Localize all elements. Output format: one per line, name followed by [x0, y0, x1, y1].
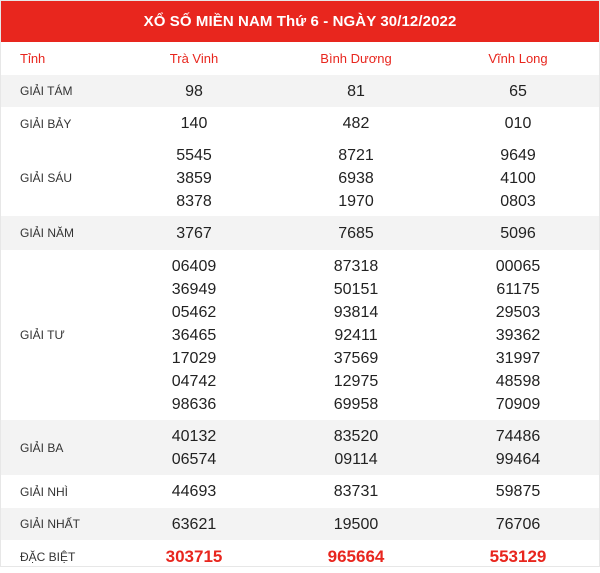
- prize-number: 9649: [500, 146, 536, 164]
- prize-number: 37569: [333, 349, 379, 367]
- prize-number: 06574: [171, 450, 217, 468]
- prize-row-giai-tu: [1, 250, 599, 420]
- prize-number: 63621: [171, 515, 217, 533]
- prize-number: 65: [509, 82, 527, 100]
- prize-cell: [275, 140, 437, 216]
- prize-number: 93814: [333, 303, 379, 321]
- prize-cell: [275, 508, 437, 540]
- results-title: XỔ SỐ MIỀN NAM Thứ 6 - NGÀY 30/12/2022: [1, 1, 599, 42]
- prize-number: 05462: [171, 303, 217, 321]
- prize-number: 70909: [495, 395, 541, 413]
- prize-cell: [275, 216, 437, 250]
- prize-number: 04742: [171, 372, 217, 390]
- province-name[interactable]: Trà Vinh: [169, 51, 219, 66]
- prize-cell: [437, 140, 599, 216]
- header-row: [1, 42, 599, 75]
- prize-number: 61175: [496, 280, 540, 298]
- prize-number: 83731: [333, 483, 379, 500]
- prize-number: 29503: [495, 303, 541, 321]
- prize-row-giai-ba: [1, 420, 599, 475]
- prize-cell: [275, 420, 437, 475]
- prize-label: GIẢI NĂM: [1, 216, 113, 250]
- prize-number: 74486: [495, 427, 541, 445]
- prize-number: 482: [342, 115, 370, 132]
- prize-cell: [113, 420, 275, 475]
- prize-number: 31997: [495, 349, 541, 367]
- prize-number: 09114: [334, 450, 378, 468]
- prize-cell: [275, 75, 437, 107]
- prize-number: 12975: [333, 372, 379, 390]
- prize-label: GIẢI BA: [1, 420, 113, 475]
- prize-number: 6938: [338, 169, 374, 187]
- province-name[interactable]: Vĩnh Long: [488, 51, 548, 66]
- prize-row-giai-nhi: [1, 475, 599, 508]
- prize-number: 81: [347, 82, 365, 100]
- prize-cell: [113, 250, 275, 420]
- prize-number: 3859: [176, 169, 212, 187]
- prize-cell: [113, 216, 275, 250]
- prize-number: 50151: [333, 280, 379, 298]
- prize-number: 92411: [334, 326, 378, 344]
- province-name[interactable]: Bình Dương: [320, 51, 392, 66]
- prize-cell: [437, 250, 599, 420]
- prize-number: 87318: [333, 257, 379, 275]
- prize-cell: [437, 107, 599, 140]
- prize-label: GIẢI NHÌ: [20, 484, 69, 499]
- prize-number: 4100: [500, 169, 536, 187]
- prize-label: ĐẶC BIỆT: [20, 549, 76, 564]
- results-table: [1, 42, 599, 573]
- prize-row-giai-nhat: [1, 508, 599, 540]
- prize-number: 98: [185, 82, 203, 100]
- prize-number: 8721: [338, 146, 374, 164]
- prize-row-giai-tam: [1, 75, 599, 107]
- prize-number: 00065: [495, 257, 541, 275]
- prize-cell: [437, 216, 599, 250]
- prize-cell: [275, 107, 437, 140]
- prize-row-dac-biet: [1, 540, 599, 573]
- prize-label: GIẢI TÁM: [1, 75, 113, 107]
- prize-number: 06409: [171, 257, 217, 275]
- prize-cell: [113, 475, 275, 508]
- prize-row-giai-nam: [1, 216, 599, 250]
- prize-number: 99464: [495, 450, 541, 468]
- prize-number: 010: [504, 115, 532, 132]
- prize-row-giai-bay: [1, 107, 599, 140]
- prize-number: 17029: [171, 349, 217, 367]
- prize-number: 48598: [495, 372, 541, 390]
- prize-number: 5096: [500, 224, 536, 242]
- prize-number: 98636: [171, 395, 217, 413]
- prize-number: 140: [180, 115, 208, 132]
- prize-cell: [113, 508, 275, 540]
- prize-number: 7685: [338, 224, 374, 242]
- prize-cell: [275, 250, 437, 420]
- prize-cell: [113, 107, 275, 140]
- prize-number: 83520: [333, 427, 379, 445]
- prize-cell: [437, 475, 599, 508]
- prize-label: GIẢI BẢY: [20, 116, 72, 131]
- prize-number: 59875: [495, 483, 541, 500]
- jackpot-number: 303715: [165, 546, 223, 566]
- prize-number: 69958: [333, 395, 379, 413]
- prize-number: 76706: [495, 515, 541, 533]
- prize-cell: [113, 75, 275, 107]
- prize-number: 3767: [176, 224, 212, 242]
- prize-number: 36465: [171, 326, 217, 344]
- prize-number: 8378: [176, 192, 212, 210]
- prize-cell: [437, 420, 599, 475]
- prize-number: 0803: [500, 192, 536, 210]
- prize-cell: [437, 508, 599, 540]
- prize-number: 44693: [171, 483, 217, 500]
- prize-number: 1970: [338, 192, 374, 210]
- prize-label: GIẢI NHẤT: [1, 508, 113, 540]
- prize-cell: [437, 75, 599, 107]
- jackpot-number: 965664: [327, 546, 385, 566]
- prize-cell: [275, 475, 437, 508]
- prize-cell: [113, 140, 275, 216]
- jackpot-number: 553129: [489, 546, 547, 566]
- prize-number: 36949: [171, 280, 217, 298]
- prize-label: GIẢI TƯ: [20, 328, 65, 342]
- prize-number: 39362: [495, 326, 541, 344]
- prize-number: 5545: [176, 146, 212, 164]
- prize-number: 19500: [333, 515, 379, 533]
- province-header-label: Tỉnh: [20, 51, 46, 66]
- prize-label: GIẢI SÁU: [20, 171, 73, 185]
- prize-row-giai-sau: [1, 140, 599, 216]
- prize-number: 40132: [171, 427, 217, 445]
